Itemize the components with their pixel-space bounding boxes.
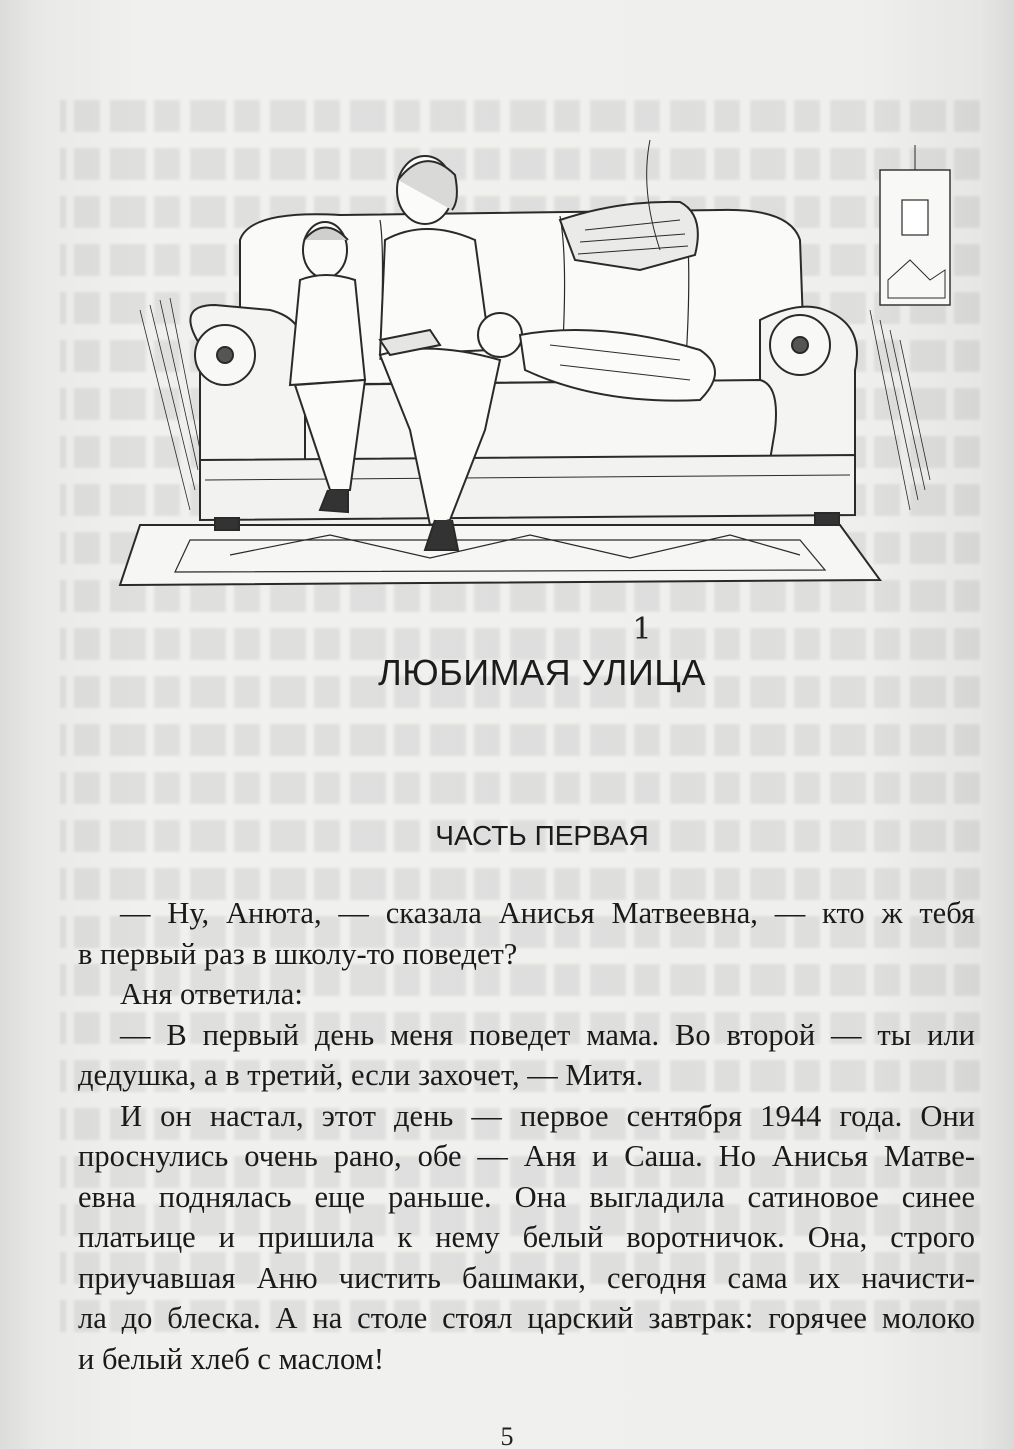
family-on-sofa-illustration: [80, 130, 980, 610]
text-line: Аня ответила:: [120, 977, 303, 1011]
text-line: дедушка, а в третий, если захочет, — Митя.: [78, 1058, 644, 1092]
text-line: ла до блеска. А на столе стоял царский завтрак: горячее молоко: [78, 1301, 975, 1335]
text-line: в первый раз в школу-то поведет?: [78, 936, 518, 971]
page-number: 5: [500, 1422, 514, 1449]
text-line: приучавшая Аню чистить башмаки, сегодня сама их начисти-: [78, 1260, 975, 1295]
text-line: И он настал, этот день — первое сентября 1944 года. Они: [120, 1098, 975, 1133]
chapter-number: 1: [632, 612, 652, 647]
text-line: — Ну, Анюта, — сказала Анисья Матвеевна, — кто ж тебя: [120, 896, 975, 930]
text-line: евна поднялась еще раньше. Она выгладила сатиновое синее: [78, 1179, 975, 1214]
text-line: проснулись очень рано, обе — Аня и Саша. Но Анисья Матве-: [78, 1139, 975, 1173]
body-text: [78, 893, 975, 1379]
text-line: платьице и пришила к нему белый воротничок. Она, строго: [78, 1220, 975, 1254]
chapter-title: ЛЮБИМАЯ УЛИЦА: [378, 652, 706, 693]
part-title: ЧАСТЬ ПЕРВАЯ: [435, 820, 649, 851]
text-line: — В первый день меня поведет мама. Во второй — ты или: [120, 1017, 975, 1052]
text-line: и белый хлеб с маслом!: [78, 1341, 385, 1376]
